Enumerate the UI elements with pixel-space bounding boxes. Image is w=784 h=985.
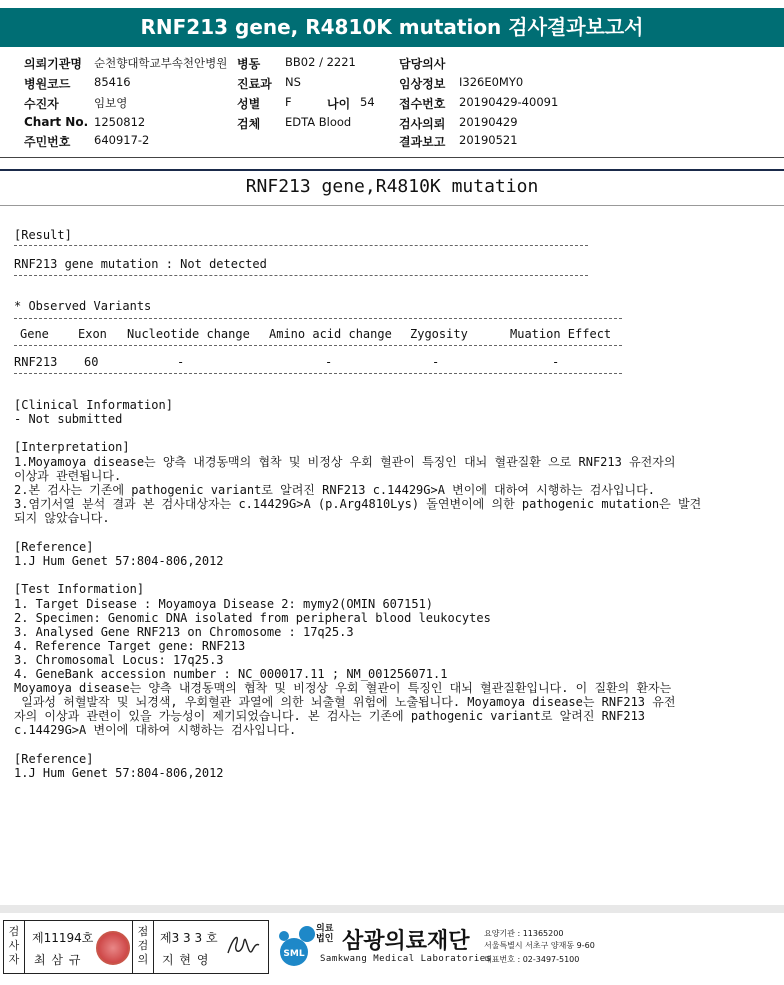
sex-value: F	[285, 95, 292, 109]
examiner-seal	[96, 931, 130, 965]
td-effect: -	[552, 355, 560, 369]
interpretation-line: 되지 않았습니다.	[14, 511, 110, 525]
contact-phone: 대표번호 : 02-3497-5100	[484, 955, 580, 964]
receipt-label: 접수번호	[399, 97, 446, 111]
specimen-value: EDTA Blood	[285, 115, 352, 129]
patient-label: 수진자	[24, 97, 59, 111]
contact-code: 요양기관 : 11365200	[484, 929, 564, 938]
clinical-line: - Not submitted	[14, 412, 123, 426]
institution-value: 순천향대학교부속천안병원	[94, 56, 228, 70]
interpretation-header: [Interpretation]	[14, 440, 130, 454]
test-info-line: 4. GeneBank accession number : NC_000017.11 ; NM_001256071.1	[14, 667, 448, 681]
signature-box	[3, 920, 269, 974]
interpretation-line: 1.Moyamoya disease는 양측 내경동맥의 협착 및 비정상 우회 혈관이 특징인 대뇌 혈관질환 으로 RNF213 유전자의	[14, 455, 676, 469]
reference-header: [Reference]	[14, 752, 94, 766]
contact-address: 서울특별시 서초구 양재동 9-60	[484, 941, 595, 950]
examiner-label: 검사자	[8, 925, 20, 966]
divider	[0, 205, 784, 206]
reference-line: 1.J Hum Genet 57:804-806,2012	[14, 766, 224, 780]
org-english: Samkwang Medical Laboratories	[320, 954, 492, 964]
department-value: NS	[285, 75, 301, 89]
test-info-line: 1. Target Disease : Moyamoya Disease 2: mymy2(OMIN 607151)	[14, 597, 434, 611]
table-row	[14, 355, 634, 369]
footer-divider	[0, 905, 784, 913]
reference-line: 1.J Hum Genet 57:804-806,2012	[14, 554, 224, 568]
description-line: 자의 이상과 관련이 있을 가능성이 제기되었습니다. 본 검사는 기존에 pathogenic variant로 알려진 RNF213	[14, 709, 646, 723]
td-amino: -	[325, 355, 333, 369]
ward-value: BB02 / 2221	[285, 55, 356, 69]
examiner-number: 제11194호	[32, 931, 94, 945]
th-amino: Amino acid change	[269, 327, 392, 341]
rrn-label: 주민번호	[24, 135, 71, 149]
report-label: 결과보고	[399, 135, 446, 149]
td-nucleotide: -	[177, 355, 185, 369]
clinical-label: 임상정보	[399, 77, 446, 91]
rrn-value: 640917-2	[94, 133, 150, 147]
td-zygosity: -	[432, 355, 440, 369]
report-subtitle: RNF213 gene,R4810K mutation	[245, 176, 539, 197]
info-row-1	[0, 55, 784, 75]
signature-icon	[224, 931, 262, 963]
logo-text: SML	[283, 949, 305, 959]
interpretation-line: 이상과 관련됩니다.	[14, 469, 122, 483]
info-row-2	[0, 75, 784, 95]
th-effect: Muation Effect	[510, 327, 612, 341]
info-row-4	[0, 115, 784, 135]
doctor-label: 담당의사	[399, 57, 446, 71]
request-label: 검사의뢰	[399, 117, 446, 131]
test-info-line: 3. Chromosomal Locus: 17q25.3	[14, 653, 224, 667]
report-title-banner	[0, 8, 784, 47]
variant-table-header	[14, 327, 634, 341]
clinical-value: I326E0MY0	[459, 75, 524, 89]
result-line: RNF213 gene mutation : Not detected	[14, 257, 267, 271]
test-info-line: 3. Analysed Gene RNF213 on Chromosome : 17q25.3	[14, 625, 354, 639]
dashed-rule	[14, 275, 588, 276]
test-info-header: [Test Information]	[14, 582, 145, 596]
sml-logo-icon	[272, 922, 322, 968]
interpretation-line: 3.염기서열 분석 결과 본 검사대상자는 c.14429G>A (p.Arg4810Lys) 돌연변이에 의한 pathogenic mutation은 발견	[14, 497, 702, 511]
reviewer-label-cell	[132, 921, 154, 973]
institution-label: 의뢰기관명	[24, 57, 82, 71]
hospital-code-value: 85416	[94, 75, 131, 89]
sex-label: 성별	[237, 97, 261, 111]
ward-label: 병동	[237, 57, 261, 71]
department-label: 진료과	[237, 77, 272, 91]
examiner-name: 최 삼 규	[34, 953, 82, 967]
dashed-rule	[14, 245, 588, 246]
receipt-value: 20190429-40091	[459, 95, 559, 109]
interpretation-line: 2.본 검사는 기존에 pathogenic variant로 알려진 RNF213 c.14429G>A 변이에 대하여 시행하는 검사입니다.	[14, 483, 655, 497]
th-exon: Exon	[78, 327, 107, 341]
dashed-rule	[14, 345, 622, 346]
examiner-label-cell	[4, 921, 25, 973]
report-date-value: 20190521	[459, 133, 518, 147]
th-nucleotide: Nucleotide change	[127, 327, 250, 341]
reviewer-label: 점검의	[137, 925, 149, 966]
patient-info	[0, 51, 784, 151]
chart-label: Chart No.	[24, 115, 89, 129]
org-name: 삼광의료재단	[342, 929, 470, 954]
footer	[0, 918, 784, 978]
info-row-3	[0, 95, 784, 115]
description-line: Moyamoya disease는 양측 내경동맥의 협착 및 비정상 우회 혈관이 특징인 대뇌 혈관질환입니다. 이 질환의 환자는	[14, 681, 672, 695]
reference-header: [Reference]	[14, 540, 94, 554]
report-title: RNF213 gene, R4810K mutation 검사결과보고서	[140, 15, 644, 39]
org-prefix: 의료법인	[316, 924, 334, 944]
th-gene: Gene	[20, 327, 49, 341]
patient-name-value: 임보영	[94, 96, 128, 110]
clinical-header: [Clinical Information]	[14, 398, 173, 412]
divider	[0, 157, 784, 158]
dashed-rule	[14, 318, 622, 319]
info-row-5	[0, 133, 784, 153]
description-line: c.14429G>A 변이에 대하여 시행하는 검사입니다.	[14, 723, 297, 737]
chart-value: 1250812	[94, 115, 146, 129]
test-info-line: 4. Reference Target gene: RNF213	[14, 639, 246, 653]
age-value: 54	[360, 95, 375, 109]
age-label: 나이	[327, 97, 351, 111]
test-info-line: 2. Specimen: Genomic DNA isolated from peripheral blood leukocytes	[14, 611, 491, 625]
description-line: 일과성 허혈발작 및 뇌경색, 우회혈관 과열에 의한 뇌출혈 위험에 노출됩니다. Moyamoya disease는 RNF213 유전	[14, 695, 676, 709]
observed-header: * Observed Variants	[14, 299, 152, 313]
th-zygosity: Zygosity	[410, 327, 468, 341]
divider	[0, 169, 784, 171]
result-header: [Result]	[14, 228, 72, 242]
reviewer-name: 지 현 영	[162, 953, 210, 967]
td-exon: 60	[84, 355, 99, 369]
td-gene: RNF213	[14, 355, 58, 369]
hospital-code-label: 병원코드	[24, 77, 71, 91]
reviewer-number: 제3 3 3 호	[160, 931, 218, 945]
dashed-rule	[14, 373, 622, 374]
specimen-label: 검체	[237, 117, 261, 131]
request-date-value: 20190429	[459, 115, 518, 129]
